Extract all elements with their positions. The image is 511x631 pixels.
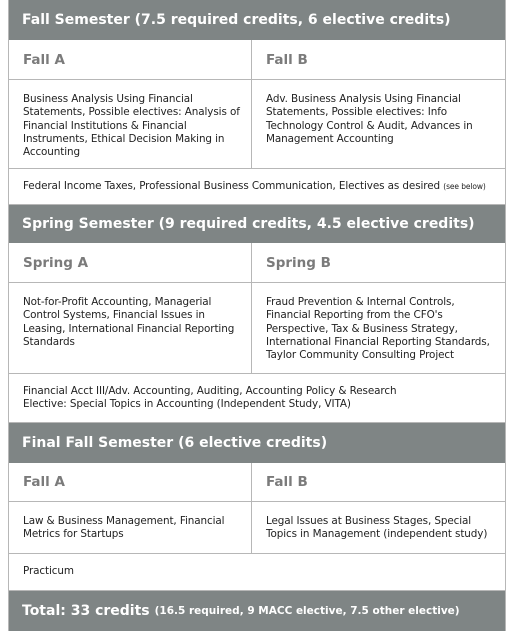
- spring-semester-title: Spring Semester (9 required credits, 4.5 elective credits): [22, 216, 475, 232]
- final-fall-b-cell: [252, 463, 505, 501]
- fall-semester-header: [9, 0, 505, 40]
- fall-a-courses: Business Analysis Using Financial Statements, Possible electives: Analysis of Financial Institutions & Financial Instruments, Ethical Decision Making in Accounting: [23, 93, 240, 159]
- spring-a-courses: Not-for-Profit Accounting, Managerial Control Systems, Financial Issues in Leasing, International Financial Reporting Standards: [23, 296, 235, 348]
- spring-full-courses: [9, 385, 396, 412]
- fall-a-courses-cell: [9, 80, 252, 168]
- fall-b-courses-cell: [252, 80, 505, 168]
- spring-courses-row: [9, 283, 505, 374]
- spring-a-courses-cell: [9, 283, 252, 373]
- spring-a-cell: [9, 243, 252, 282]
- spring-semester-header: [9, 205, 505, 243]
- final-fall-b-label: Fall B: [266, 474, 308, 490]
- final-fall-b-courses-cell: [252, 502, 505, 553]
- fall-a-cell: [9, 40, 252, 79]
- spring-subheader-row: [9, 243, 505, 283]
- fall-full-text: Federal Income Taxes, Professional Business Communication, Electives as desired: [23, 179, 441, 192]
- spring-b-label: Spring B: [266, 254, 331, 271]
- final-fall-a-label: Fall A: [23, 474, 65, 490]
- fall-full-note: (see below): [443, 181, 486, 191]
- total-credits-detail: (16.5 required, 9 MACC elective, 7.5 other elective): [154, 605, 460, 617]
- total-credits-bar: [9, 591, 505, 631]
- fall-b-courses: Adv. Business Analysis Using Financial Statements, Possible electives: Info Technology Control & Audit, Advances in Management Accounting: [266, 93, 473, 145]
- fall-full-row: [9, 169, 505, 205]
- spring-full-line1: Financial Acct III/Adv. Accounting, Auditing, Accounting Policy & Research: [23, 384, 397, 397]
- final-fall-a-courses-cell: [9, 502, 252, 553]
- fall-a-label: Fall A: [23, 51, 65, 68]
- fall-courses-row: [9, 80, 505, 169]
- final-fall-full-courses: Practicum: [23, 565, 74, 578]
- final-fall-subheader-row: [9, 463, 505, 502]
- total-credits-main: Total: 33 credits: [22, 603, 150, 619]
- final-fall-semester-header: [9, 423, 505, 463]
- spring-b-courses: Fraud Prevention & Internal Controls, Financial Reporting from the CFO's Perspective, Tax & Business Strategy, International Financial Reporting Standards, Taylor Community Consulting Project: [266, 296, 490, 362]
- fall-semester-title: Fall Semester (7.5 required credits, 6 elective credits): [22, 12, 451, 28]
- final-fall-a-courses: Law & Business Management, Financial Metrics for Startups: [23, 515, 225, 541]
- final-fall-a-cell: [9, 463, 252, 501]
- fall-full-courses: [9, 180, 486, 193]
- spring-full-line2: Elective: Special Topics in Accounting (Independent Study, VITA): [23, 398, 351, 410]
- fall-b-cell: [252, 40, 505, 79]
- spring-b-cell: [252, 243, 505, 282]
- curriculum-table: [8, 0, 506, 631]
- final-fall-semester-title: Final Fall Semester (6 elective credits): [22, 435, 328, 451]
- fall-b-label: Fall B: [266, 51, 308, 68]
- spring-a-label: Spring A: [23, 254, 89, 271]
- final-fall-b-courses: Legal Issues at Business Stages, Special Topics in Management (independent study): [266, 515, 488, 541]
- fall-subheader-row: [9, 40, 505, 80]
- final-fall-courses-row: [9, 502, 505, 554]
- spring-full-row: [9, 374, 505, 423]
- spring-b-courses-cell: [252, 283, 505, 373]
- final-fall-full-row: [9, 554, 505, 591]
